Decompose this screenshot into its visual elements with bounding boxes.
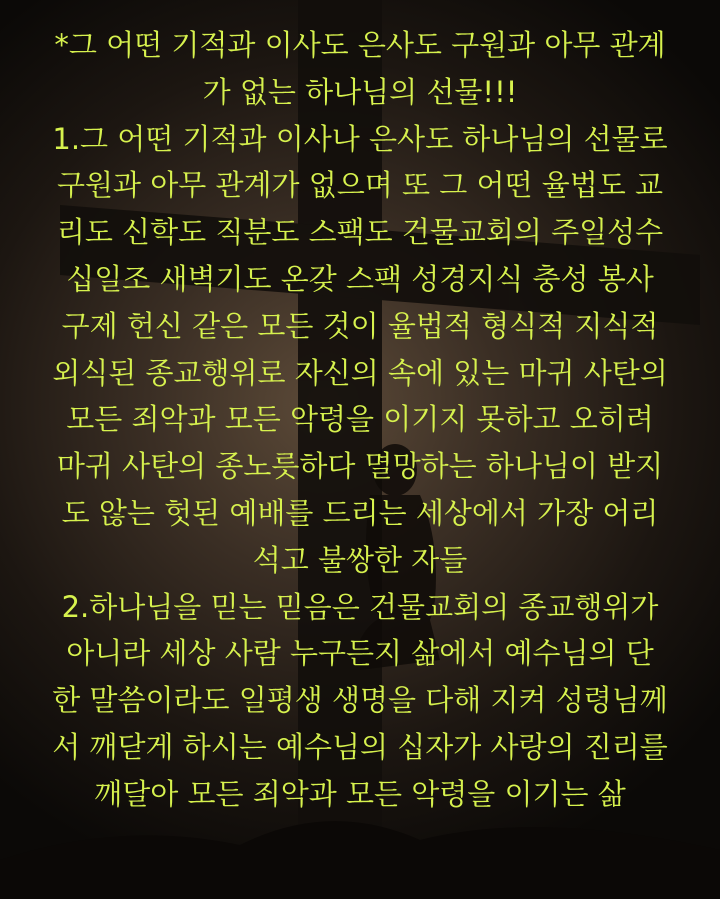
text-line: 구원과 아무 관계가 없으며 또 그 어떤 율법도 교	[56, 168, 663, 203]
text-line: 도 않는 헛된 예배를 드리는 세상에서 가장 어리	[61, 495, 659, 530]
text-line: 석고 불쌍한 자들	[252, 542, 468, 577]
text-line: 마귀 사탄의 종노릇하다 멸망하는 하나님이 받지	[56, 449, 664, 484]
poem-text-block	[0, 22, 720, 818]
text-line: 외식된 종교행위로 자신의 속에 있는 마귀 사탄의	[52, 355, 668, 390]
text-line: 아니라 세상 사람 누구든지 삶에서 예수님의 단	[66, 636, 654, 671]
text-line: 깨달아 모든 죄악과 모든 악령을 이기는 삶	[94, 776, 626, 811]
text-line: 가 없는 하나님의 선물!!!	[202, 74, 518, 109]
text-line: 1.그 어떤 기적과 이사나 은사도 하나님의 선물로	[52, 121, 668, 156]
text-line: *그 어떤 기적과 이사도 은사도 구원과 아무 관계	[54, 28, 666, 62]
text-line: 모든 죄악과 모든 악령을 이기지 못하고 오히려	[66, 402, 654, 437]
text-line: 한 말씀이라도 일평생 생명을 다해 지켜 성령님께	[52, 683, 668, 718]
text-line: 2.하나님을 믿는 믿음은 건물교회의 종교행위가	[61, 589, 659, 624]
text-line: 리도 신학도 직분도 스팩도 건물교회의 주일성수	[56, 215, 664, 250]
text-line: 구제 헌신 같은 모든 것이 율법적 형식적 지식적	[61, 308, 659, 343]
text-line: 십일조 새벽기도 온갖 스팩 성경지식 충성 봉사	[66, 261, 654, 296]
ground-rocks-icon	[0, 821, 720, 899]
text-line: 서 깨닫게 하시는 예수님의 십자가 사랑의 진리를	[52, 729, 668, 764]
